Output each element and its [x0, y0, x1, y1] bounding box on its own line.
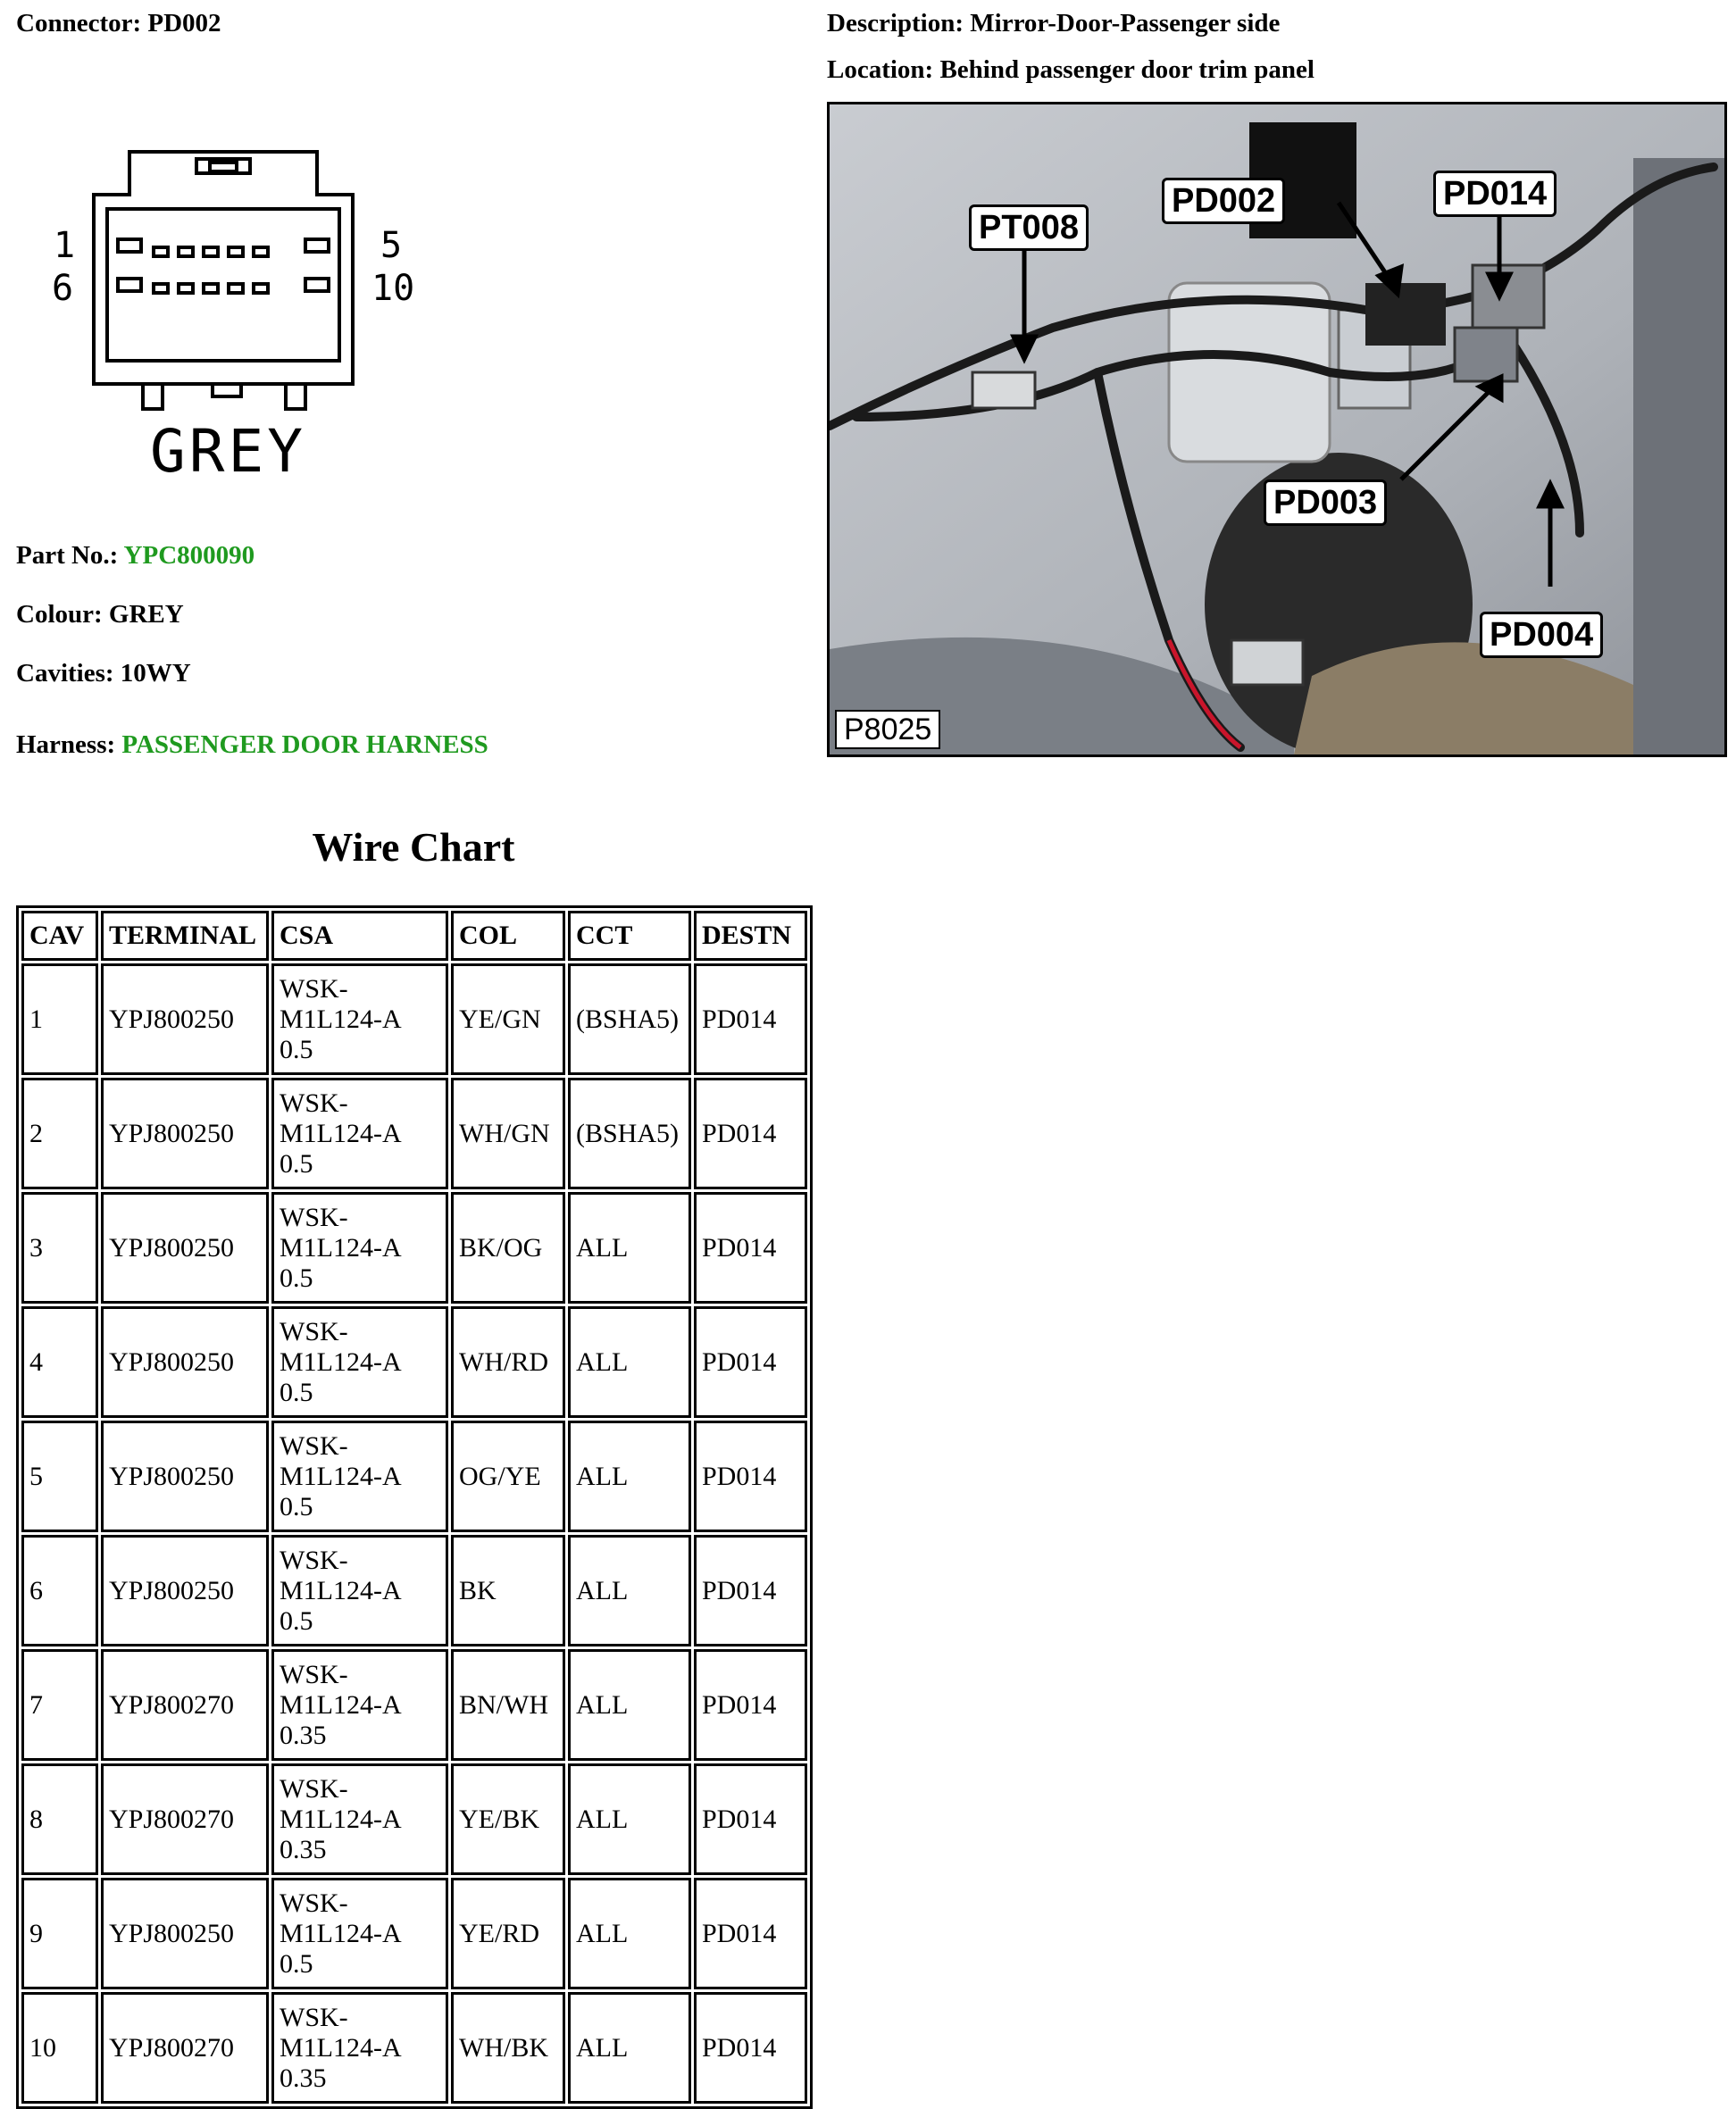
csa-line: M1L124-A [280, 1804, 402, 1834]
location-line [827, 55, 1315, 85]
part-no-link[interactable]: YPC800090 [123, 541, 255, 570]
cell-col: OG/YE [451, 1421, 565, 1532]
csa-line: WSK- [280, 1545, 348, 1575]
column-header-cav: CAV [21, 911, 98, 961]
cell-cav: 9 [21, 1878, 98, 1989]
cell-destn: PD014 [694, 1078, 807, 1189]
cell-terminal: YPJ800250 [101, 963, 269, 1075]
description-label: Description: [827, 9, 964, 38]
connector-face-diagram [45, 134, 447, 491]
csa-line: 0.5 [280, 1605, 313, 1636]
cell-csa [271, 1992, 448, 2104]
pin-label-5: 5 [380, 225, 403, 266]
csa-line: 0.5 [280, 1148, 313, 1179]
cell-cav: 8 [21, 1763, 98, 1875]
cell-col: BN/WH [451, 1649, 565, 1761]
table-row [21, 1992, 807, 2104]
connector-colour-text: GREY [150, 417, 306, 486]
table-row [21, 1535, 807, 1646]
cell-col: WH/RD [451, 1306, 565, 1418]
csa-line: 0.35 [280, 2063, 327, 2093]
cell-destn: PD014 [694, 1763, 807, 1875]
csa-line: WSK- [280, 1088, 348, 1118]
cell-terminal: YPJ800250 [101, 1078, 269, 1189]
connector-value: PD002 [147, 9, 221, 38]
csa-line: M1L124-A [280, 1461, 402, 1491]
cell-cct: ALL [568, 1421, 691, 1532]
csa-line: 0.5 [280, 1263, 313, 1293]
cell-destn: PD014 [694, 1992, 807, 2104]
column-header-col: COL [451, 911, 565, 961]
cell-terminal: YPJ800250 [101, 1878, 269, 1989]
wire-chart-title: Wire Chart [312, 824, 515, 870]
cell-col: BK/OG [451, 1192, 565, 1304]
csa-line: WSK- [280, 1773, 348, 1804]
location-label: Location: [827, 55, 934, 84]
location-value: Behind passenger door trim panel [939, 55, 1315, 84]
cell-destn: PD014 [694, 963, 807, 1075]
cell-cct: ALL [568, 1192, 691, 1304]
csa-line: WSK- [280, 1430, 348, 1461]
cell-col: YE/RD [451, 1878, 565, 1989]
photo-code: P8025 [835, 710, 940, 749]
harness-label: Harness: [16, 730, 116, 759]
cell-col: WH/BK [451, 1992, 565, 2104]
cell-cav: 3 [21, 1192, 98, 1304]
csa-line: WSK- [280, 1888, 348, 1918]
cell-cct: ALL [568, 1649, 691, 1761]
csa-line: WSK- [280, 2002, 348, 2032]
cell-terminal: YPJ800250 [101, 1421, 269, 1532]
cell-col: YE/BK [451, 1763, 565, 1875]
cell-cct: ALL [568, 1878, 691, 1989]
callout-pd014: PD014 [1433, 171, 1557, 217]
table-row [21, 1421, 807, 1532]
cell-csa [271, 1192, 448, 1304]
cell-cav: 5 [21, 1421, 98, 1532]
csa-line: M1L124-A [280, 1118, 402, 1148]
cell-cav: 4 [21, 1306, 98, 1418]
cell-destn: PD014 [694, 1535, 807, 1646]
cell-col: WH/GN [451, 1078, 565, 1189]
cell-destn: PD014 [694, 1306, 807, 1418]
cell-cct: (BSHA5) [568, 963, 691, 1075]
csa-line: WSK- [280, 1316, 348, 1346]
part-no-line [16, 541, 255, 571]
csa-line: 0.35 [280, 1720, 327, 1750]
callout-pd003: PD003 [1264, 479, 1387, 526]
harness-line [16, 730, 488, 760]
cell-destn: PD014 [694, 1192, 807, 1304]
cavities-label: Cavities: [16, 659, 114, 688]
cavities-line [16, 659, 191, 688]
harness-link[interactable]: PASSENGER DOOR HARNESS [121, 730, 488, 759]
csa-line: 0.5 [280, 1377, 313, 1407]
cell-cav: 2 [21, 1078, 98, 1189]
cavities-value: 10WY [120, 659, 191, 688]
callout-pd002: PD002 [1162, 178, 1285, 224]
cell-csa [271, 1763, 448, 1875]
csa-line: 0.35 [280, 1834, 327, 1864]
cell-destn: PD014 [694, 1649, 807, 1761]
column-header-terminal: TERMINAL [101, 911, 269, 961]
description-value: Mirror-Door-Passenger side [970, 9, 1281, 38]
pin-label-6: 6 [52, 268, 74, 309]
colour-label: Colour: [16, 600, 103, 629]
table-row [21, 1649, 807, 1761]
cell-terminal: YPJ800250 [101, 1535, 269, 1646]
pin-label-1: 1 [54, 225, 76, 266]
wire-chart-header-row [21, 911, 807, 961]
pin-label-10: 10 [371, 268, 415, 309]
connector-label: Connector: [16, 9, 142, 38]
part-no-label: Part No.: [16, 541, 119, 570]
csa-line: M1L124-A [280, 2032, 402, 2063]
cell-terminal: YPJ800270 [101, 1649, 269, 1761]
table-row [21, 1192, 807, 1304]
table-row [21, 1306, 807, 1418]
table-row [21, 963, 807, 1075]
cell-cct: ALL [568, 1763, 691, 1875]
cell-cav: 10 [21, 1992, 98, 2104]
cell-cct: ALL [568, 1535, 691, 1646]
csa-line: M1L124-A [280, 1232, 402, 1263]
csa-line: M1L124-A [280, 1689, 402, 1720]
column-header-cct: CCT [568, 911, 691, 961]
cell-cct: ALL [568, 1992, 691, 2104]
cell-csa [271, 1421, 448, 1532]
cell-col: BK [451, 1535, 565, 1646]
location-photo [827, 102, 1727, 757]
description-line [827, 9, 1280, 38]
csa-line: M1L124-A [280, 1346, 402, 1377]
cell-cct: (BSHA5) [568, 1078, 691, 1189]
colour-value: GREY [108, 600, 184, 629]
csa-line: 0.5 [280, 1491, 313, 1521]
table-row [21, 1078, 807, 1189]
cell-col: YE/GN [451, 963, 565, 1075]
cell-destn: PD014 [694, 1878, 807, 1989]
wire-chart-table [16, 905, 813, 2109]
csa-line: M1L124-A [280, 1004, 402, 1034]
cell-csa [271, 1535, 448, 1646]
cell-cct: ALL [568, 1306, 691, 1418]
csa-line: WSK- [280, 1202, 348, 1232]
callout-pd004: PD004 [1480, 612, 1603, 658]
cell-csa [271, 1306, 448, 1418]
column-header-csa: CSA [271, 911, 448, 961]
cell-cav: 6 [21, 1535, 98, 1646]
callout-pt008: PT008 [969, 204, 1089, 251]
table-row [21, 1763, 807, 1875]
csa-line: M1L124-A [280, 1918, 402, 1948]
wire-chart-body [21, 963, 807, 2104]
colour-line [16, 600, 184, 629]
table-row [21, 1878, 807, 1989]
cell-csa [271, 1878, 448, 1989]
cell-destn: PD014 [694, 1421, 807, 1532]
connector-line [16, 9, 221, 38]
cell-terminal: YPJ800270 [101, 1763, 269, 1875]
csa-line: WSK- [280, 1659, 348, 1689]
csa-line: M1L124-A [280, 1575, 402, 1605]
cell-terminal: YPJ800270 [101, 1992, 269, 2104]
csa-line: 0.5 [280, 1948, 313, 1979]
cell-csa [271, 963, 448, 1075]
cell-terminal: YPJ800250 [101, 1306, 269, 1418]
cell-cav: 7 [21, 1649, 98, 1761]
cell-terminal: YPJ800250 [101, 1192, 269, 1304]
csa-line: 0.5 [280, 1034, 313, 1064]
cell-csa [271, 1649, 448, 1761]
column-header-destn: DESTN [694, 911, 807, 961]
cell-cav: 1 [21, 963, 98, 1075]
cell-csa [271, 1078, 448, 1189]
csa-line: WSK- [280, 973, 348, 1004]
